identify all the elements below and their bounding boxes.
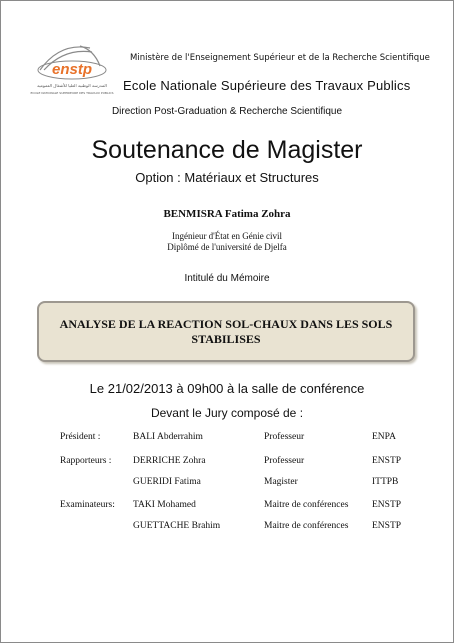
jury-member-name: GUERIDI Fatima: [133, 477, 201, 487]
jury-member-institution: ENPA: [372, 432, 396, 442]
jury-row: [0, 477, 454, 491]
jury-row: [0, 521, 454, 535]
candidate-degree: Ingénieur d'État en Génie civil: [171, 231, 283, 241]
jury-member-institution: ENSTP: [372, 521, 402, 531]
page-title: Soutenance de Magister: [91, 136, 363, 164]
jury-member-grade: Magister: [264, 477, 298, 487]
candidate-name: BENMISRA Fatima Zohra: [163, 208, 291, 220]
jury-member-name: GUETTACHE Brahim: [133, 521, 221, 531]
jury-heading: Devant le Jury composé de :: [150, 406, 304, 420]
jury-row: [0, 456, 454, 470]
logo-text: enstp: [51, 61, 93, 78]
jury-member-name: DERRICHE Zohra: [133, 456, 206, 466]
jury-member-name: TAKI Mohamed: [133, 500, 196, 510]
logo-subtext: ECOLE NATIONALE SUPERIEURE DES TRAVAUX PUBLICS: [30, 91, 114, 95]
jury-member-grade: Maitre de conférences: [264, 521, 349, 531]
defense-date: Le 21/02/2013 à 09h00 à la salle de conférence: [89, 381, 365, 396]
enstp-logo: [30, 40, 118, 98]
direction-line: Direction Post-Graduation & Recherche Scientifique: [111, 106, 343, 117]
thesis-title: ANALYSE DE LA REACTION SOL-CHAUX DANS LES SOLS STABILISES: [59, 316, 393, 346]
jury-member-grade: Maitre de conférences: [264, 500, 349, 510]
school-name: Ecole Nationale Supérieure des Travaux Publics: [123, 78, 411, 93]
option-line: Option : Matériaux et Structures: [135, 170, 319, 185]
candidate-diploma: Diplômé de l'université de Djelfa: [167, 242, 287, 252]
thesis-title-box: [37, 301, 415, 362]
logo-arabic: المدرسة الوطنية العليا للأشغال العمومية: [37, 83, 107, 88]
jury-member-grade: Professeur: [264, 456, 305, 466]
jury-member-institution: ENSTP: [372, 500, 402, 510]
jury-member-institution: ITTPB: [372, 477, 399, 487]
jury-member-name: BALI Abderrahim: [133, 432, 203, 442]
memoire-label: Intitulé du Mémoire: [184, 273, 270, 284]
jury-member-grade: Professeur: [264, 432, 305, 442]
ministry-line: Ministère de l'Enseignement Supérieur et de la Recherche Scientifique: [130, 53, 430, 63]
jury-member-institution: ENSTP: [372, 456, 402, 466]
jury-row: [0, 500, 454, 514]
jury-role: Rapporteurs :: [60, 456, 112, 466]
jury-role: Président :: [60, 432, 101, 442]
jury-row: [0, 432, 454, 446]
jury-role: Examinateurs:: [60, 500, 115, 510]
